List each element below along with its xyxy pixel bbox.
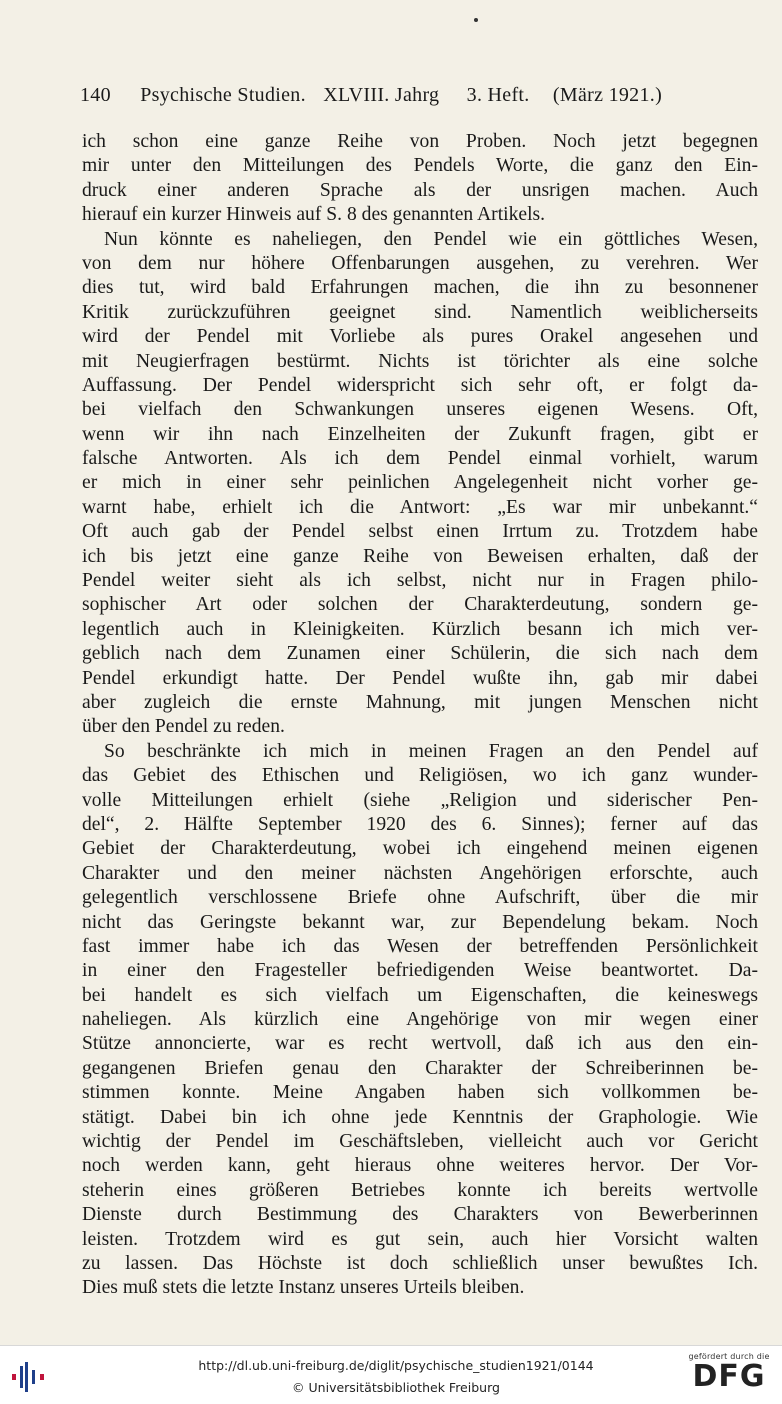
- text-line: hierauf ein kurzer Hinweis auf S. 8 des genannten Artikels.: [82, 204, 546, 226]
- ink-speck: [474, 18, 478, 22]
- text-line: wird der Pendel mit Vorliebe als pures Orakel angesehen und: [82, 326, 758, 348]
- funding-note: gefördert durch die: [688, 1352, 770, 1361]
- text-line: zu lassen. Das Höchste ist doch schließlich unser bewußtes Ich.: [82, 1252, 758, 1274]
- text-line: mir unter den Mitteilungen des Pendels Worte, die ganz den Ein-: [82, 155, 758, 177]
- volume-year: XLVIII. Jahrg: [323, 84, 440, 106]
- text-line: wichtig der Pendel im Geschäftsleben, vielleicht auch vor Gericht: [82, 1131, 758, 1153]
- text-line: nicht das Geringste bekannt war, zur Bependelung bekam. Noch: [82, 911, 758, 933]
- text-line: falsche Antworten. Als ich dem Pendel einmal vorhielt, warum: [82, 448, 758, 470]
- text-line: ich schon eine ganze Reihe von Proben. Noch jetzt begegnen: [82, 131, 758, 152]
- text-line: Stütze annoncierte, war es recht wertvoll, daß ich aus den ein-: [82, 1033, 758, 1055]
- running-header: [80, 84, 700, 107]
- text-line: Pendel erkundigt hatte. Der Pendel wußte ihn, gab mir dabei: [82, 667, 758, 689]
- issue-date: (März 1921.): [552, 84, 663, 106]
- text-line: Kritik zurückzuführen geeignet sind. Namentlich weiblicherseits: [82, 301, 758, 323]
- text-line: ich bis jetzt eine ganze Reihe von Beweisen erhalten, daß der: [82, 545, 758, 567]
- text-line: druck einer anderen Sprache als der unsrigen machen. Auch: [82, 179, 758, 201]
- text-line: geblich nach dem Zunamen einer Schülerin, die sich nach dem: [82, 643, 758, 665]
- text-line: stätigt. Dabei bin ich ohne jede Kenntnis der Graphologie. Wie: [82, 1106, 758, 1128]
- text-line: Dienste durch Bestimmung des Charakters von Bewerberinnen: [82, 1204, 758, 1226]
- text-line: in einer den Fragesteller befriedigenden Weise beantwortet. Da-: [82, 960, 758, 982]
- text-line: wenn wir ihn nach Einzelheiten der Zukunft fragen, gibt er: [82, 423, 758, 445]
- text-line: stimmen konnte. Meine Angaben haben sich vollkommen be-: [82, 1082, 758, 1104]
- text-line: noch werden kann, geht hieraus ohne weiteres hervor. Der Vor-: [82, 1155, 758, 1177]
- text-line: Pendel weiter sieht als ich selbst, nicht nur in Fragen philo-: [82, 570, 758, 592]
- dfg-logo: [688, 1352, 770, 1400]
- issue-number: 3. Heft.: [466, 84, 530, 106]
- text-line: aber zugleich die ernste Mahnung, mit jungen Menschen nicht: [82, 691, 758, 713]
- text-line: sophischer Art oder solchen der Charakterdeutung, sondern ge-: [82, 594, 758, 616]
- text-line: warnt habe, erhielt ich die Antwort: „Es war mir unbekannt.“: [82, 496, 758, 518]
- text-line: gelegentlich verschlossene Briefe ohne Aufschrift, über die mir: [82, 887, 758, 909]
- text-line: mit Neugierfragen bestürmt. Nichts ist törichter als eine solche: [82, 350, 758, 372]
- text-line: er mich in einer sehr peinlichen Angelegenheit nicht vorher ge-: [82, 472, 758, 494]
- source-url-link[interactable]: http://dl.ub.uni-freiburg.de/diglit/psychische_studien1921/0144: [198, 1358, 594, 1373]
- text-line: Auffassung. Der Pendel widerspricht sich sehr oft, er folgt da-: [82, 374, 758, 396]
- text-line: Oft auch gab der Pendel selbst einen Irrtum zu. Trotzdem habe: [82, 521, 758, 543]
- text-line: Charakter und den meiner nächsten Angehörigen erforschte, auch: [82, 862, 758, 884]
- body-text: [82, 130, 758, 1301]
- digitization-footer: [0, 1345, 782, 1404]
- text-line: del“, 2. Hälfte September 1920 des 6. Sinnes); ferner auf das: [82, 813, 758, 835]
- text-line: das Gebiet des Ethischen und Religiösen, wo ich ganz wunder-: [82, 765, 758, 787]
- text-line: bei handelt es sich vielfach um Eigenschaften, die keineswegs: [82, 984, 758, 1006]
- text-line: steherin eines größeren Betriebes konnte ich bereits wertvolle: [82, 1179, 758, 1201]
- journal-title: Psychische Studien.: [140, 84, 306, 106]
- page-number: 140: [80, 84, 111, 106]
- text-line: bei vielfach den Schwankungen unseres eigenen Wesens. Oft,: [82, 399, 758, 421]
- text-line: So beschränkte ich mich in meinen Fragen an den Pendel auf: [104, 740, 758, 762]
- dfg-wordmark: DFG: [692, 1359, 766, 1394]
- text-line: Gebiet der Charakterdeutung, wobei ich eingehend meinen eigenen: [82, 838, 758, 860]
- text-line: von dem nur höhere Offenbarungen ausgehen, zu verehren. Wer: [82, 252, 758, 274]
- text-line: über den Pendel zu reden.: [82, 716, 285, 738]
- text-line: fast immer habe ich das Wesen der betreffenden Persönlichkeit: [82, 935, 758, 957]
- text-line: leisten. Trotzdem wird es gut sein, auch hier Vorsicht walten: [82, 1228, 758, 1250]
- copyright-notice: © Universitätsbibliothek Freiburg: [292, 1380, 500, 1395]
- text-line: Dies muß stets die letzte Instanz unseres Urteils bleiben.: [82, 1277, 525, 1299]
- text-line: dies tut, wird bald Erfahrungen machen, die ihn zu besonnener: [82, 277, 758, 299]
- text-line: naheliegen. Als kürzlich eine Angehörige von mir wegen einer: [82, 1009, 758, 1031]
- text-line: volle Mitteilungen erhielt (siehe „Religion und siderischer Pen-: [82, 789, 758, 811]
- text-line: Nun könnte es naheliegen, den Pendel wie ein göttliches Wesen,: [104, 228, 758, 250]
- text-line: legentlich auch in Kleinigkeiten. Kürzlich besann ich mich ver-: [82, 618, 758, 640]
- text-line: gegangenen Briefen genau den Charakter der Schreiberinnen be-: [82, 1057, 758, 1079]
